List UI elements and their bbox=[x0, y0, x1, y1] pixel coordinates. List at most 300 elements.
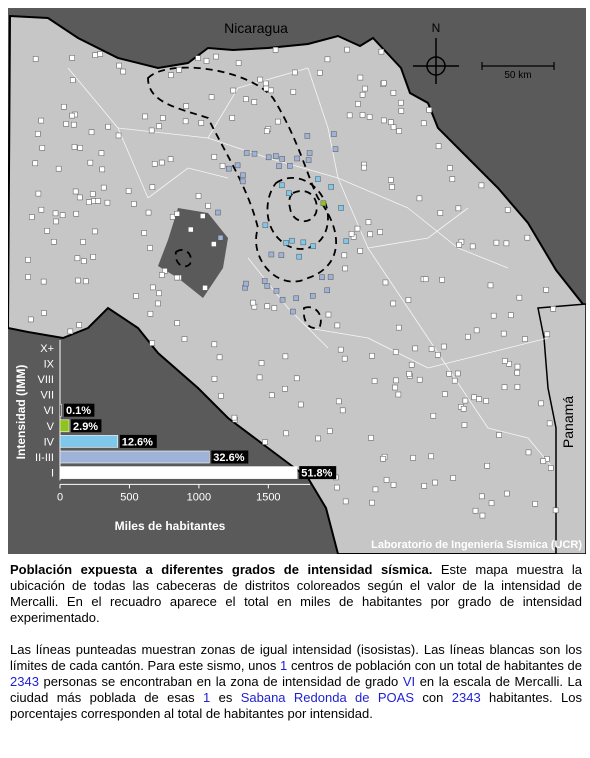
district-dot bbox=[342, 253, 347, 258]
district-dot bbox=[203, 285, 208, 290]
district-dot bbox=[545, 332, 550, 337]
district-dot bbox=[134, 294, 139, 299]
district-dot bbox=[362, 165, 367, 170]
district-dot bbox=[457, 242, 462, 247]
district-dot bbox=[505, 207, 510, 212]
district-dot bbox=[484, 398, 489, 403]
district-dot bbox=[450, 177, 455, 182]
district-dot bbox=[98, 51, 103, 56]
district-dot bbox=[369, 353, 374, 358]
caption-lead: Población expuesta a diferentes grados de intensidad sísmica. bbox=[10, 562, 433, 577]
chart-ylabel: Intensidad (IMM) bbox=[14, 364, 28, 460]
centers-count: 1 bbox=[280, 658, 288, 673]
map-panel bbox=[8, 8, 586, 554]
district-dot bbox=[547, 421, 552, 426]
chart-data-label: 2.9% bbox=[73, 420, 99, 433]
district-dot bbox=[355, 101, 360, 106]
district-dot bbox=[411, 455, 416, 460]
chart-category-label: VI bbox=[43, 405, 54, 418]
district-dot bbox=[78, 145, 83, 150]
district-dot bbox=[206, 203, 211, 208]
district-dot bbox=[417, 377, 422, 382]
district-dot bbox=[515, 364, 520, 369]
chart-category-label: V bbox=[46, 420, 54, 433]
district-dot bbox=[150, 341, 155, 346]
district-dot bbox=[68, 329, 73, 334]
district-dot bbox=[421, 121, 426, 126]
district-dot bbox=[355, 226, 360, 231]
district-dot bbox=[152, 161, 157, 166]
district-dot bbox=[131, 201, 136, 206]
district-dot bbox=[274, 288, 279, 293]
caption-paragraph-2 bbox=[10, 642, 582, 722]
district-dot bbox=[209, 95, 214, 100]
chart-data-label: 12.6% bbox=[121, 436, 153, 449]
country-label-panama: Panamá bbox=[560, 395, 576, 449]
district-dot bbox=[236, 61, 241, 66]
district-dot bbox=[551, 306, 556, 311]
district-dot bbox=[263, 223, 268, 228]
district-dot bbox=[429, 454, 434, 459]
district-dot bbox=[477, 397, 482, 402]
chart-category-label: VIII bbox=[37, 374, 54, 386]
district-dot bbox=[381, 118, 386, 123]
caption-text-c: personas se encontraban en la zona de intensidad de grado bbox=[38, 674, 403, 689]
district-dot bbox=[26, 274, 31, 279]
district-dot bbox=[422, 483, 427, 488]
district-dot bbox=[515, 384, 520, 389]
chart-x-tick-label: 1000 bbox=[186, 491, 212, 504]
district-dot bbox=[290, 309, 295, 314]
district-dot bbox=[307, 151, 312, 156]
district-dot bbox=[463, 398, 468, 403]
district-dot bbox=[93, 53, 98, 58]
district-dot bbox=[316, 436, 321, 441]
district-dot bbox=[264, 86, 269, 91]
district-dot bbox=[101, 185, 106, 190]
district-dot bbox=[368, 435, 373, 440]
district-dot bbox=[61, 104, 66, 109]
district-dot bbox=[342, 356, 347, 361]
caption bbox=[10, 562, 582, 722]
district-dot bbox=[44, 228, 49, 233]
district-dot bbox=[156, 124, 161, 129]
district-dot bbox=[317, 70, 322, 75]
district-dot bbox=[240, 179, 245, 184]
caption-p1-text: Este mapa muestra la ubicación de todas las cabeceras de distritos coloreados según el valor de la intensidad de Mercalli. En el recuadro aparece el total en miles de habitantes por grado de intensidad experimentado. bbox=[10, 562, 582, 625]
district-dot bbox=[143, 114, 148, 119]
district-dot bbox=[184, 104, 189, 109]
chart-data-label: 32.6% bbox=[213, 452, 245, 464]
chart-xlabel: Miles de habitantes bbox=[114, 519, 226, 533]
district-dot bbox=[126, 188, 131, 193]
district-dot bbox=[334, 485, 339, 490]
district-dot bbox=[321, 201, 326, 206]
district-dot bbox=[175, 321, 180, 326]
district-dot bbox=[488, 283, 493, 288]
city-count: 1 bbox=[202, 690, 211, 705]
district-dot bbox=[294, 376, 299, 381]
district-dot bbox=[407, 371, 412, 376]
district-dot bbox=[220, 163, 225, 168]
district-dot bbox=[438, 210, 443, 215]
population-total: 2343 bbox=[10, 674, 39, 689]
district-dot bbox=[230, 115, 235, 120]
district-dot bbox=[541, 459, 546, 464]
district-dot bbox=[53, 219, 58, 224]
district-dot bbox=[517, 295, 522, 300]
chart-category-label: II-III bbox=[35, 452, 54, 464]
district-dot bbox=[117, 63, 122, 68]
district-dot bbox=[41, 310, 46, 315]
district-dot bbox=[177, 67, 182, 72]
district-dot bbox=[159, 160, 164, 165]
district-dot bbox=[522, 337, 527, 342]
district-dot bbox=[427, 107, 432, 112]
chart-category-label: IV bbox=[43, 436, 54, 449]
district-dot bbox=[370, 500, 375, 505]
chart-bar bbox=[60, 404, 62, 416]
chart-data-label: 51.8% bbox=[301, 467, 333, 480]
district-dot bbox=[269, 88, 274, 93]
district-dot bbox=[39, 207, 44, 212]
district-dot bbox=[515, 370, 520, 375]
district-dot bbox=[265, 304, 270, 309]
district-dot bbox=[298, 402, 303, 407]
district-dot bbox=[440, 277, 445, 282]
district-dot bbox=[168, 73, 173, 78]
district-dot bbox=[533, 501, 538, 506]
district-dot bbox=[391, 90, 396, 95]
district-dot bbox=[508, 313, 513, 318]
district-dot bbox=[305, 133, 310, 138]
intensity-grade: VI bbox=[402, 674, 416, 689]
district-dot bbox=[272, 306, 277, 311]
district-dot bbox=[252, 100, 257, 105]
caption-text-a: Las líneas punteadas muestran zonas de igual intensidad (isosistas). Las líneas blancas son los límites de cada cantón. Para este sismo, unos bbox=[10, 642, 582, 673]
district-dot bbox=[269, 252, 274, 257]
district-dot bbox=[502, 385, 507, 390]
district-dot bbox=[340, 408, 345, 413]
district-dot bbox=[306, 158, 311, 163]
district-dot bbox=[28, 317, 33, 322]
district-dot bbox=[301, 240, 306, 245]
district-dot bbox=[91, 254, 96, 259]
district-dot bbox=[417, 196, 422, 201]
district-dot bbox=[262, 279, 267, 284]
district-dot bbox=[325, 57, 330, 62]
district-dot bbox=[394, 378, 399, 383]
city-population: 2343 bbox=[451, 690, 481, 705]
district-dot bbox=[257, 375, 262, 380]
district-dot bbox=[472, 395, 477, 400]
district-dot bbox=[212, 342, 217, 347]
district-dot bbox=[338, 347, 343, 352]
district-dot bbox=[243, 97, 248, 102]
district-dot bbox=[33, 56, 38, 61]
district-dot bbox=[333, 147, 338, 152]
district-dot bbox=[146, 210, 151, 215]
district-dot bbox=[269, 393, 274, 398]
district-dot bbox=[373, 487, 378, 492]
district-dot bbox=[504, 241, 509, 246]
district-dot bbox=[311, 244, 316, 249]
district-dot bbox=[379, 49, 384, 54]
district-dot bbox=[544, 287, 549, 292]
district-dot bbox=[344, 239, 349, 244]
district-dot bbox=[212, 154, 217, 159]
district-dot bbox=[259, 361, 264, 366]
district-dot bbox=[362, 86, 367, 91]
district-dot bbox=[447, 371, 452, 376]
district-dot bbox=[325, 288, 330, 293]
district-dot bbox=[264, 129, 269, 134]
district-dot bbox=[381, 456, 386, 461]
caption-text-g: habitantes. Los porcentajes corresponden al total de habitantes por intensidad. bbox=[10, 690, 582, 721]
district-dot bbox=[553, 508, 558, 513]
district-dot bbox=[279, 183, 284, 188]
district-dot bbox=[339, 205, 344, 210]
district-dot bbox=[243, 281, 248, 286]
district-dot bbox=[398, 100, 403, 105]
district-dot bbox=[149, 128, 154, 133]
district-dot bbox=[204, 58, 209, 63]
district-dot bbox=[217, 355, 222, 360]
caption-text-e: es bbox=[210, 690, 241, 705]
district-dot bbox=[273, 154, 278, 159]
district-dot bbox=[431, 413, 436, 418]
caption-text-d: en la escala de Mercalli. La ciudad más poblada de esas bbox=[10, 674, 582, 705]
district-dot bbox=[479, 183, 484, 188]
district-dot bbox=[77, 323, 82, 328]
district-dot bbox=[327, 429, 332, 434]
district-dot bbox=[451, 475, 456, 480]
district-dot bbox=[461, 406, 466, 411]
district-dot bbox=[266, 155, 271, 160]
district-dot bbox=[502, 358, 507, 363]
district-dot bbox=[286, 191, 291, 196]
district-dot bbox=[347, 113, 352, 118]
district-dot bbox=[75, 256, 80, 261]
district-dot bbox=[447, 166, 452, 171]
district-dot bbox=[60, 213, 65, 218]
district-dot bbox=[33, 161, 38, 166]
district-dot bbox=[391, 301, 396, 306]
district-dot bbox=[291, 89, 296, 94]
caption-paragraph-1 bbox=[10, 562, 582, 626]
district-dot bbox=[433, 480, 438, 485]
district-dot bbox=[331, 132, 336, 137]
district-dot bbox=[77, 195, 82, 200]
district-dot bbox=[294, 296, 299, 301]
district-dot bbox=[168, 157, 173, 162]
chart-bar bbox=[60, 467, 297, 479]
district-dot bbox=[326, 312, 331, 317]
district-dot bbox=[480, 513, 485, 518]
district-dot bbox=[397, 129, 402, 134]
district-dot bbox=[470, 244, 475, 249]
district-dot bbox=[76, 278, 81, 283]
chart-category-label: VII bbox=[40, 389, 54, 402]
map-svg bbox=[8, 8, 586, 554]
district-dot bbox=[548, 465, 553, 470]
district-dot bbox=[456, 206, 461, 211]
district-dot bbox=[360, 92, 365, 97]
district-dot bbox=[358, 248, 363, 253]
district-dot bbox=[368, 232, 373, 237]
district-dot bbox=[381, 80, 386, 85]
district-dot bbox=[196, 56, 201, 61]
district-dot bbox=[335, 323, 340, 328]
district-dot bbox=[389, 185, 394, 190]
chart-x-tick-label: 0 bbox=[56, 491, 64, 504]
district-dot bbox=[413, 346, 418, 351]
district-dot bbox=[391, 482, 396, 487]
district-dot bbox=[39, 118, 44, 123]
district-dot bbox=[142, 230, 147, 235]
north-arrow-icon bbox=[413, 38, 459, 84]
district-dot bbox=[378, 229, 383, 234]
district-dot bbox=[53, 211, 58, 216]
district-dot bbox=[265, 283, 270, 288]
district-dot bbox=[235, 163, 240, 168]
district-dot bbox=[150, 185, 155, 190]
district-dot bbox=[441, 344, 446, 349]
district-dot bbox=[89, 130, 94, 135]
district-dot bbox=[292, 70, 297, 75]
district-dot bbox=[83, 279, 88, 284]
district-dot bbox=[275, 119, 280, 124]
district-dot bbox=[160, 115, 165, 120]
district-dot bbox=[70, 78, 75, 83]
district-dot bbox=[295, 156, 300, 161]
district-dot bbox=[485, 463, 490, 468]
district-dot bbox=[329, 184, 334, 189]
district-dot bbox=[436, 144, 441, 149]
district-dot bbox=[121, 69, 126, 74]
district-dot bbox=[349, 231, 354, 236]
caption-text-f: con bbox=[414, 690, 452, 705]
district-dot bbox=[315, 177, 320, 182]
district-dot bbox=[462, 422, 467, 427]
district-dot bbox=[226, 166, 231, 171]
district-dot bbox=[310, 293, 315, 298]
chart-data-label: 0.1% bbox=[66, 405, 92, 418]
district-dot bbox=[99, 151, 104, 156]
district-dot bbox=[525, 235, 530, 240]
chart-category-label: X+ bbox=[40, 342, 54, 355]
district-dot bbox=[284, 240, 289, 245]
district-dot bbox=[455, 371, 460, 376]
district-dot bbox=[70, 113, 75, 118]
district-dot bbox=[251, 300, 256, 305]
district-dot bbox=[81, 239, 86, 244]
district-dot bbox=[328, 275, 333, 280]
district-dot bbox=[159, 272, 164, 277]
district-dot bbox=[360, 112, 365, 117]
district-dot bbox=[232, 415, 237, 420]
district-dot bbox=[36, 191, 41, 196]
district-dot bbox=[215, 210, 220, 215]
district-dot bbox=[442, 392, 447, 397]
district-dot bbox=[384, 477, 389, 482]
district-dot bbox=[81, 259, 86, 264]
district-dot bbox=[429, 346, 434, 351]
chart-bar bbox=[60, 420, 69, 432]
district-dot bbox=[280, 297, 285, 302]
district-dot bbox=[473, 508, 478, 513]
district-dot bbox=[106, 124, 111, 129]
district-dot bbox=[92, 229, 97, 234]
district-dot bbox=[157, 291, 162, 296]
district-dot bbox=[345, 47, 350, 52]
district-dot bbox=[336, 399, 341, 404]
district-dot bbox=[539, 401, 544, 406]
district-dot bbox=[504, 491, 509, 496]
district-dot bbox=[280, 156, 285, 161]
district-dot bbox=[491, 313, 496, 318]
district-dot bbox=[29, 215, 34, 220]
district-dot bbox=[284, 431, 289, 436]
district-dot bbox=[279, 253, 284, 258]
district-dot bbox=[200, 214, 205, 219]
district-dot bbox=[474, 328, 479, 333]
district-dot bbox=[116, 133, 121, 138]
district-dot bbox=[497, 433, 502, 438]
north-label: N bbox=[431, 21, 441, 35]
district-dot bbox=[155, 301, 160, 306]
district-dot bbox=[64, 121, 69, 126]
district-dot bbox=[423, 277, 428, 282]
caption-text-b: centros de población con un total de habitantes de bbox=[287, 658, 582, 673]
city-name: Sabana Redonda de POAS bbox=[240, 690, 415, 705]
district-dot bbox=[86, 200, 91, 205]
district-dot bbox=[252, 151, 257, 156]
district-dot bbox=[263, 81, 268, 86]
district-dot bbox=[148, 245, 153, 250]
district-dot bbox=[148, 311, 153, 316]
district-dot bbox=[273, 47, 278, 52]
chart-category-label: I bbox=[50, 467, 54, 480]
chart-bar bbox=[60, 435, 118, 447]
district-dot bbox=[258, 77, 263, 82]
district-dot bbox=[188, 227, 193, 232]
district-dot bbox=[183, 119, 188, 124]
district-dot bbox=[35, 131, 40, 136]
district-dot bbox=[479, 494, 484, 499]
district-dot bbox=[343, 266, 348, 271]
district-dot bbox=[391, 125, 396, 130]
district-dot bbox=[282, 386, 287, 391]
district-dot bbox=[494, 240, 499, 245]
district-dot bbox=[231, 88, 236, 93]
district-dot bbox=[366, 220, 371, 225]
country-label-nicaragua: Nicaragua bbox=[224, 20, 288, 36]
district-dot bbox=[96, 198, 101, 203]
district-dot bbox=[406, 297, 411, 302]
scale-label: 50 km bbox=[504, 70, 532, 81]
district-dot bbox=[396, 392, 401, 397]
district-dot bbox=[218, 235, 223, 240]
district-dot bbox=[51, 239, 56, 244]
chart-bar bbox=[60, 451, 209, 463]
district-dot bbox=[452, 378, 457, 383]
district-dot bbox=[262, 440, 267, 445]
district-dot bbox=[150, 285, 155, 290]
district-dot bbox=[388, 177, 393, 182]
district-dot bbox=[100, 167, 105, 172]
chart-x-tick-label: 500 bbox=[120, 491, 139, 504]
